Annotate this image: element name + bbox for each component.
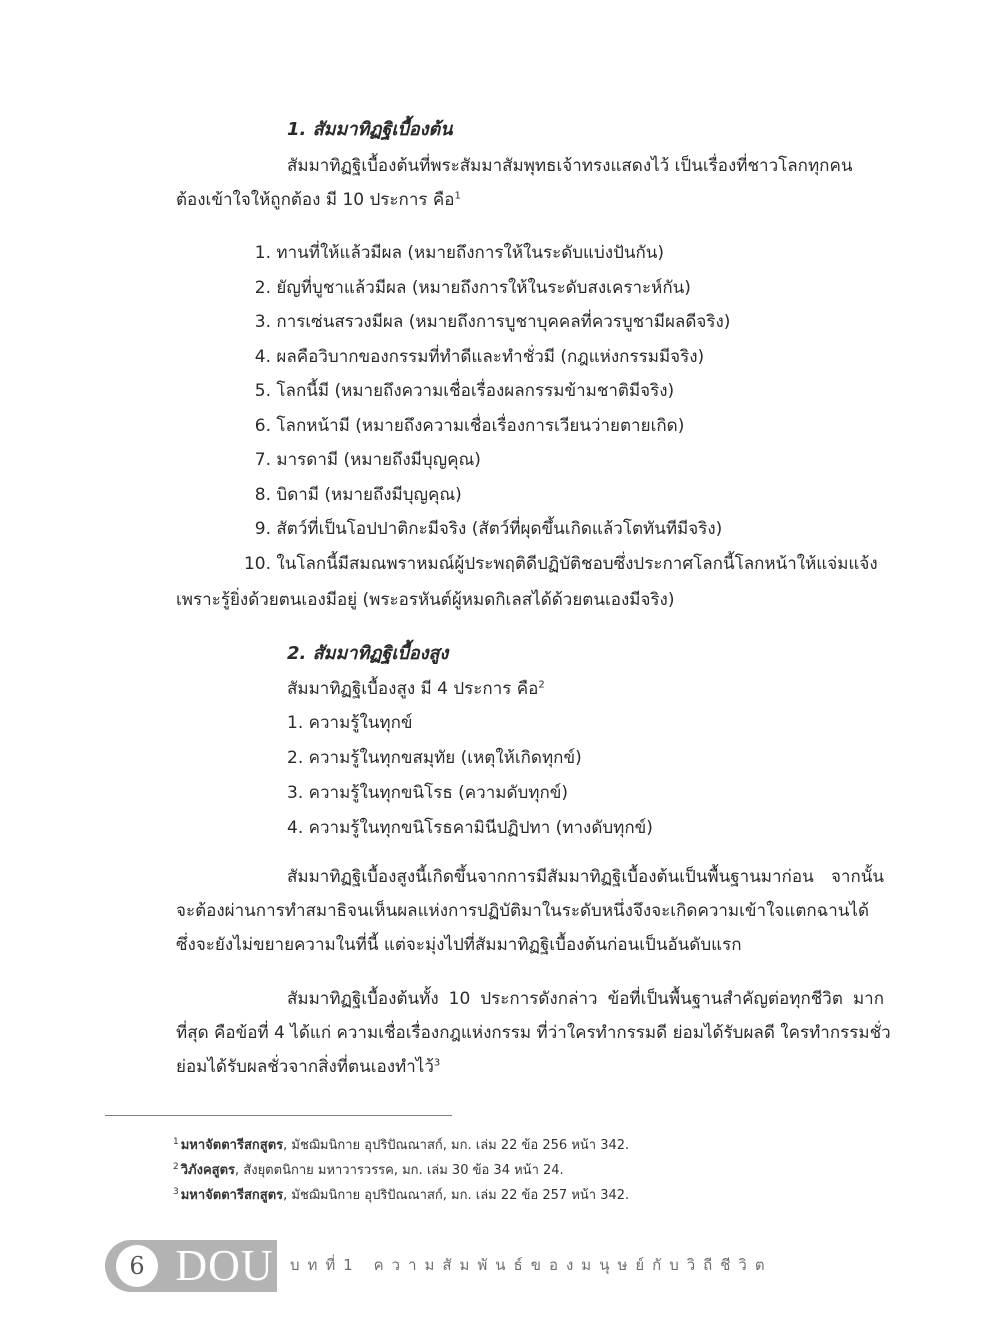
section-1-list-item [240,482,462,508]
section-2-heading: 2. สัมมาทิฏฐิเบื้องสูง [287,643,449,664]
footnote [173,1162,564,1180]
footnote-number: 3 [173,1186,179,1197]
footnote-source-title: มหาจัตตารีสกสูตร [180,1138,284,1153]
intro-text: สัมมาทิฏฐิเบื้องสูง มี 4 ประการ คือ [287,679,539,699]
section-1-list-item [240,413,684,439]
section-2-list-item [287,780,568,806]
list-item-text: การเซ่นสรวงมีผล (หมายถึงการบูชาบุคคลที่ควรบูชามีผลดีจริง) [276,312,731,332]
section-2-list-item [287,710,412,736]
list-item-number: 7. [254,450,271,470]
footnote-source-title: วิภังคสูตร [180,1163,236,1178]
section-1-list-item [240,516,722,542]
footnote [173,1137,629,1155]
footnote-source-title: มหาจัตตารีสกสูตร [180,1188,284,1203]
paragraph-1-line-1: สัมมาทิฏฐิเบื้องสูงนี้เกิดขึ้นจากการมีสัมมาทิฏฐิเบื้องต้นเป็นพื้นฐานมาก่อน จากนั้น [287,867,884,887]
paragraph-2-line-3 [176,1054,440,1080]
section-1-list-item [240,447,481,473]
list-item-text: ทานที่ให้แล้วมีผล (หมายถึงการให้ในระดับแบ่งปันกัน) [276,243,665,263]
section-1-heading: 1. สัมมาทิฏฐิเบื้องต้น [287,119,453,140]
footnote-citation: , มัชฌิมนิกาย อุปริปัณณาสก์, มก. เล่ม 22 ข้อ 257 หน้า 342. [283,1188,630,1203]
section-1-list-item [240,378,674,404]
list-item-number: 5. [254,381,271,401]
list-item-text: สัตว์ที่เป็นโอปปาติกะมีจริง (สัตว์ที่ผุดขึ้นเกิดแล้วโตทันทีมีจริง) [276,519,723,539]
list-item-text: ยัญที่บูชาแล้วมีผล (หมายถึงการให้ในระดับสงเคราะห์กัน) [276,278,691,298]
list-item-number: 3. [287,783,304,803]
section-1-list-item [240,309,730,335]
section-1-list-item [240,344,704,370]
paragraph-text: ย่อมได้รับผลชั่วจากสิ่งที่ตนเองทำไว้ [176,1057,434,1077]
section-2-list-item [287,745,582,771]
footnote [173,1187,629,1205]
list-item-text: บิดามี (หมายถึงมีบุญคุณ) [276,485,462,505]
paragraph-1-line-2: จะต้องผ่านการทำสมาธิจนเห็นผลแห่งการปฏิบัติมาในระดับหนึ่งจึงจะเกิดความเข้าใจแตกฉานได้ [176,901,869,921]
section-2-intro [287,676,545,702]
list-item-text: มารดามี (หมายถึงมีบุญคุณ) [276,450,481,470]
section-1-item-10-continuation: เพราะรู้ยิ่งด้วยตนเองมีอยู่ (พระอรหันต์ผู้หมดกิเลสได้ด้วยตนเองมีจริง) [176,590,675,610]
list-item-number: 1. [254,243,271,263]
section-1-list-item [240,551,878,577]
list-item-text: โลกนี้มี (หมายถึงความเชื่อเรื่องผลกรรมข้ามชาติมีจริง) [276,381,675,401]
list-item-text: ความรู้ในทุกข์ [308,713,413,733]
list-item-number: 4. [254,347,271,367]
list-item-text: ความรู้ในทุกขนิโรธ (ความดับทุกข์) [308,783,569,803]
chapter-title: บทที่1 ความสัมพันธ์ของมนุษย์กับวิถีชีวิต [290,1256,773,1274]
page-number: 6 [116,1245,158,1287]
list-item-number: 2. [287,748,304,768]
list-item-text: ความรู้ในทุกขนิโรธคามินีปฏิปทา (ทางดับทุกข์) [308,818,653,838]
section-1-intro-line-1: สัมมาทิฏฐิเบื้องต้นที่พระสัมมาสัมพุทธเจ้าทรงแสดงไว้ เป็นเรื่องที่ชาวโลกทุกคน [287,156,853,176]
list-item-number: 3. [254,312,271,332]
list-item-number: 6. [254,416,271,436]
footnote-ref-3: 3 [433,1057,441,1069]
section-1-list-item [240,275,691,301]
section-1-intro-line-2 [176,187,461,213]
paragraph-1-line-3: ซึ่งจะยังไม่ขยายความในที่นี้ แต่จะมุ่งไปที่สัมมาทิฏฐิเบื้องต้นก่อนเป็นอันดับแรก [176,935,742,955]
intro-text: ต้องเข้าใจให้ถูกต้อง มี 10 ประการ คือ [176,190,455,210]
list-item-text: ในโลกนี้มีสมณพราหมณ์ผู้ประพฤติดีปฏิบัติชอบซึ่งประกาศโลกนี้โลกหน้าให้แจ่มแจ้ง [276,554,878,574]
list-item-number: 9. [254,519,271,539]
footnote-ref-2: 2 [538,679,545,691]
list-item-text: โลกหน้ามี (หมายถึงความเชื่อเรื่องการเวียนว่ายตายเกิด) [276,416,685,436]
footnote-number: 1 [173,1136,179,1147]
footnote-citation: , มัชฌิมนิกาย อุปริปัณณาสก์, มก. เล่ม 22 ข้อ 256 หน้า 342. [283,1138,630,1153]
list-item-text: ความรู้ในทุกขสมุทัย (เหตุให้เกิดทุกข์) [308,748,582,768]
paragraph-2-line-1: สัมมาทิฏฐิเบื้องต้นทั้ง 10 ประการดังกล่าว ข้อที่เป็นพื้นฐานสำคัญต่อทุกชีวิต มาก [287,989,884,1009]
footnote-number: 2 [173,1161,179,1172]
section-1-list-item [240,240,664,266]
list-item-number: 10. [243,554,271,574]
list-item-number: 1. [287,713,304,733]
footnote-citation: , สังยุตตนิกาย มหาวารวรรค, มก. เล่ม 30 ข้อ 34 หน้า 24. [235,1163,564,1178]
paragraph-2-line-2: ที่สุด คือข้อที่ 4 ได้แก่ ความเชื่อเรื่องกฎแห่งกรรม ที่ว่าใครทำกรรมดี ย่อมได้รับผลดี ใครทำกรรมชั่ว [176,1023,891,1043]
footnote-ref-1: 1 [454,190,461,202]
list-item-text: ผลคือวิบากของกรรมที่ทำดีและทำชั่วมี (กฎแห่งกรรมมีจริง) [276,347,705,367]
list-item-number: 8. [254,485,271,505]
dou-logo: DOU [175,1241,274,1290]
section-2-list-item [287,815,653,841]
list-item-number: 2. [254,278,271,298]
footnote-divider [105,1115,452,1116]
list-item-number: 4. [287,818,304,838]
